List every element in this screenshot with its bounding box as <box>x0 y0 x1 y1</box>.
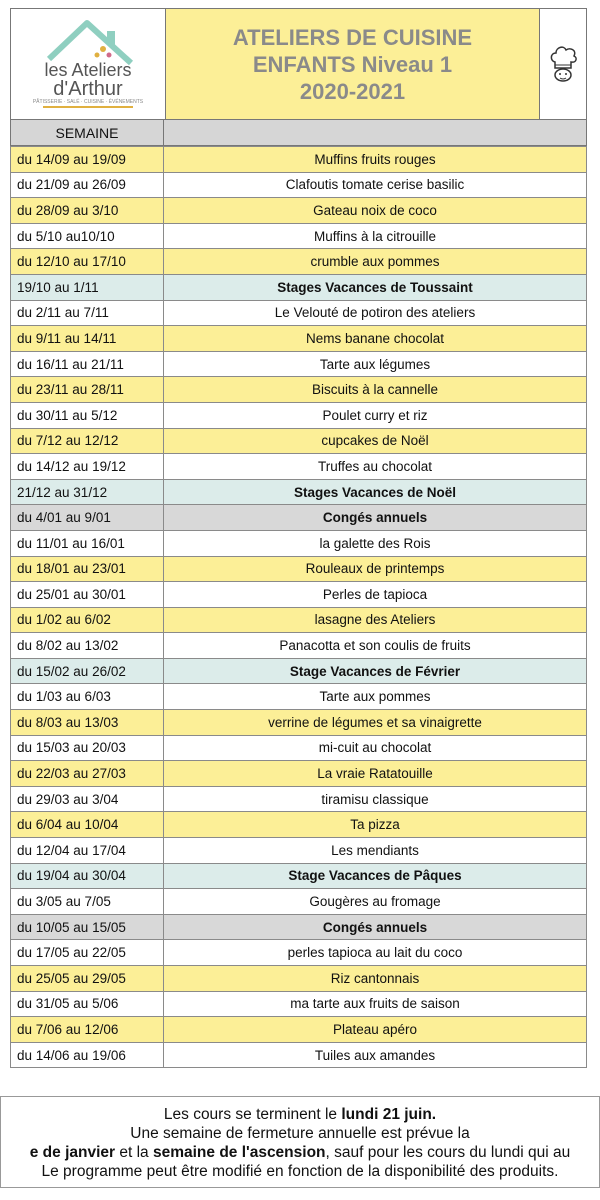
week-cell: du 25/01 au 30/01 <box>11 582 164 608</box>
week-cell: du 14/12 au 19/12 <box>11 454 164 480</box>
table-row <box>11 812 587 838</box>
column-header-row <box>10 120 587 146</box>
title-line-1: ATELIERS DE CUISINE <box>232 24 473 50</box>
week-cell: du 1/02 au 6/02 <box>11 607 164 633</box>
week-cell: du 15/03 au 20/03 <box>11 735 164 761</box>
schedule-sheet <box>10 8 587 1068</box>
atelier-cell: Nems banane chocolat <box>164 326 587 352</box>
atelier-cell: Muffins à la citrouille <box>164 223 587 249</box>
header <box>10 8 587 120</box>
table-row <box>11 479 587 505</box>
week-cell: du 14/06 au 19/06 <box>11 1042 164 1068</box>
title-line-2: ENFANTS Niveau 1 <box>252 51 453 77</box>
atelier-cell: Gateau noix de coco <box>164 198 587 224</box>
week-cell: du 15/02 au 26/02 <box>11 658 164 684</box>
week-cell: du 11/01 au 16/01 <box>11 530 164 556</box>
atelier-cell: Poulet curry et riz <box>164 402 587 428</box>
table-row <box>11 530 587 556</box>
atelier-cell: Stages Vacances de Noël <box>164 479 587 505</box>
table-row <box>11 172 587 198</box>
atelier-cell: Les mendiants <box>164 838 587 864</box>
week-cell: du 12/04 au 17/04 <box>11 838 164 864</box>
atelier-cell: lasagne des Ateliers <box>164 607 587 633</box>
week-cell: du 25/05 au 29/05 <box>11 966 164 992</box>
table-row <box>11 556 587 582</box>
atelier-cell: Plateau apéro <box>164 1017 587 1043</box>
week-cell: du 7/06 au 12/06 <box>11 1017 164 1043</box>
week-cell: du 12/10 au 17/10 <box>11 249 164 275</box>
atelier-cell: verrine de légumes et sa vinaigrette <box>164 710 587 736</box>
week-cell: du 7/12 au 12/12 <box>11 428 164 454</box>
week-cell: du 22/03 au 27/03 <box>11 761 164 787</box>
table-row <box>11 147 587 173</box>
atelier-cell: Stage Vacances de Février <box>164 658 587 684</box>
table-row <box>11 454 587 480</box>
atelier-cell: Clafoutis tomate cerise basilic <box>164 172 587 198</box>
week-cell: du 28/09 au 3/10 <box>11 198 164 224</box>
table-row <box>11 274 587 300</box>
week-cell: du 5/10 au10/10 <box>11 223 164 249</box>
logo-tagline: PÂTISSERIE · SALÉ · CUISINE · ÉVÉNEMENTS <box>32 99 144 105</box>
footer-line-3-bold-b: semaine de l'ascension <box>152 1144 326 1161</box>
atelier-cell: Stage Vacances de Pâques <box>164 863 587 889</box>
table-row <box>11 582 587 608</box>
table-row <box>11 863 587 889</box>
atelier-cell: Riz cantonnais <box>164 966 587 992</box>
week-cell: du 2/11 au 7/11 <box>11 300 164 326</box>
atelier-header <box>164 120 586 145</box>
table-row <box>11 786 587 812</box>
atelier-cell: La vraie Ratatouille <box>164 761 587 787</box>
week-cell: du 1/03 au 6/03 <box>11 684 164 710</box>
footer-notes <box>0 1096 600 1188</box>
logo-line1: les Ateliers <box>44 60 132 80</box>
table-row <box>11 889 587 915</box>
week-cell: 21/12 au 31/12 <box>11 479 164 505</box>
table-row <box>11 428 587 454</box>
atelier-cell: cupcakes de Noël <box>164 428 587 454</box>
table-row <box>11 402 587 428</box>
week-cell: du 4/01 au 9/01 <box>11 505 164 531</box>
atelier-cell: ma tarte aux fruits de saison <box>164 991 587 1017</box>
week-cell: du 23/11 au 28/11 <box>11 377 164 403</box>
week-cell: du 6/04 au 10/04 <box>11 812 164 838</box>
table-row <box>11 223 587 249</box>
chef-hat-icon <box>548 44 578 84</box>
week-cell: du 29/03 au 3/04 <box>11 786 164 812</box>
week-cell: du 16/11 au 21/11 <box>11 351 164 377</box>
title-line-3: 2020-2021 <box>299 78 406 104</box>
week-cell: du 8/02 au 13/02 <box>11 633 164 659</box>
week-cell: du 31/05 au 5/06 <box>11 991 164 1017</box>
atelier-cell: mi-cuit au chocolat <box>164 735 587 761</box>
atelier-cell: Stages Vacances de Toussaint <box>164 274 587 300</box>
week-cell: du 19/04 au 30/04 <box>11 863 164 889</box>
footer-line-1-bold: lundi 21 juin. <box>341 1106 437 1123</box>
atelier-cell: perles tapioca au lait du coco <box>164 940 587 966</box>
footer-line-1-text: Les cours se terminent le <box>163 1106 342 1123</box>
table-row <box>11 684 587 710</box>
table-row <box>11 351 587 377</box>
table-row <box>11 633 587 659</box>
atelier-cell: Truffes au chocolat <box>164 454 587 480</box>
atelier-cell: Muffins fruits rouges <box>164 147 587 173</box>
table-row <box>11 1017 587 1043</box>
atelier-cell: Biscuits à la cannelle <box>164 377 587 403</box>
table-row <box>11 838 587 864</box>
logo-text <box>11 61 165 105</box>
schedule-table <box>10 146 587 1068</box>
atelier-cell: crumble aux pommes <box>164 249 587 275</box>
table-row <box>11 607 587 633</box>
atelier-cell: tiramisu classique <box>164 786 587 812</box>
week-cell: du 21/09 au 26/09 <box>11 172 164 198</box>
footer-line-3-text-a: et la <box>115 1144 153 1161</box>
atelier-cell: Perles de tapioca <box>164 582 587 608</box>
atelier-cell: Le Velouté de potiron des ateliers <box>164 300 587 326</box>
table-row <box>11 914 587 940</box>
footer-line-3 <box>1 1143 599 1162</box>
table-row <box>11 940 587 966</box>
atelier-cell: Congés annuels <box>164 505 587 531</box>
chef-icon-box <box>540 9 586 119</box>
table-row <box>11 505 587 531</box>
week-cell: 19/10 au 1/11 <box>11 274 164 300</box>
schedule-rows <box>11 147 587 1068</box>
table-row <box>11 735 587 761</box>
atelier-cell: Gougères au fromage <box>164 889 587 915</box>
table-row <box>11 326 587 352</box>
atelier-cell: la galette des Rois <box>164 530 587 556</box>
week-cell: du 10/05 au 15/05 <box>11 914 164 940</box>
footer-line-4: Le programme peut être modifié en fonction de la disponibilité des produits. <box>41 1163 559 1180</box>
table-row <box>11 1042 587 1068</box>
logo-line2: d'Arthur <box>53 78 123 100</box>
week-cell: du 9/11 au 14/11 <box>11 326 164 352</box>
footer-line-3-text-b: , sauf pour les cours du lundi qui au <box>325 1144 571 1161</box>
atelier-cell: Panacotta et son coulis de fruits <box>164 633 587 659</box>
atelier-cell: Rouleaux de printemps <box>164 556 587 582</box>
semaine-header: SEMAINE <box>11 120 164 145</box>
atelier-cell: Ta pizza <box>164 812 587 838</box>
atelier-cell: Tarte aux légumes <box>164 351 587 377</box>
atelier-cell: Tarte aux pommes <box>164 684 587 710</box>
logo <box>11 9 166 119</box>
footer-line-2: Une semaine de fermeture annuelle est prévue la <box>130 1125 470 1142</box>
table-row <box>11 198 587 224</box>
week-cell: du 3/05 au 7/05 <box>11 889 164 915</box>
table-row <box>11 658 587 684</box>
table-row <box>11 761 587 787</box>
footer-line-3-bold-a: e de janvier <box>29 1144 116 1161</box>
footer-line-1 <box>1 1105 599 1124</box>
week-cell: du 14/09 au 19/09 <box>11 147 164 173</box>
week-cell: du 17/05 au 22/05 <box>11 940 164 966</box>
week-cell: du 18/01 au 23/01 <box>11 556 164 582</box>
atelier-cell: Tuiles aux amandes <box>164 1042 587 1068</box>
table-row <box>11 377 587 403</box>
title-block <box>166 9 540 119</box>
week-cell: du 8/03 au 13/03 <box>11 710 164 736</box>
table-row <box>11 249 587 275</box>
table-row <box>11 991 587 1017</box>
table-row <box>11 300 587 326</box>
table-row <box>11 966 587 992</box>
atelier-cell: Congés annuels <box>164 914 587 940</box>
table-row <box>11 710 587 736</box>
week-cell: du 30/11 au 5/12 <box>11 402 164 428</box>
